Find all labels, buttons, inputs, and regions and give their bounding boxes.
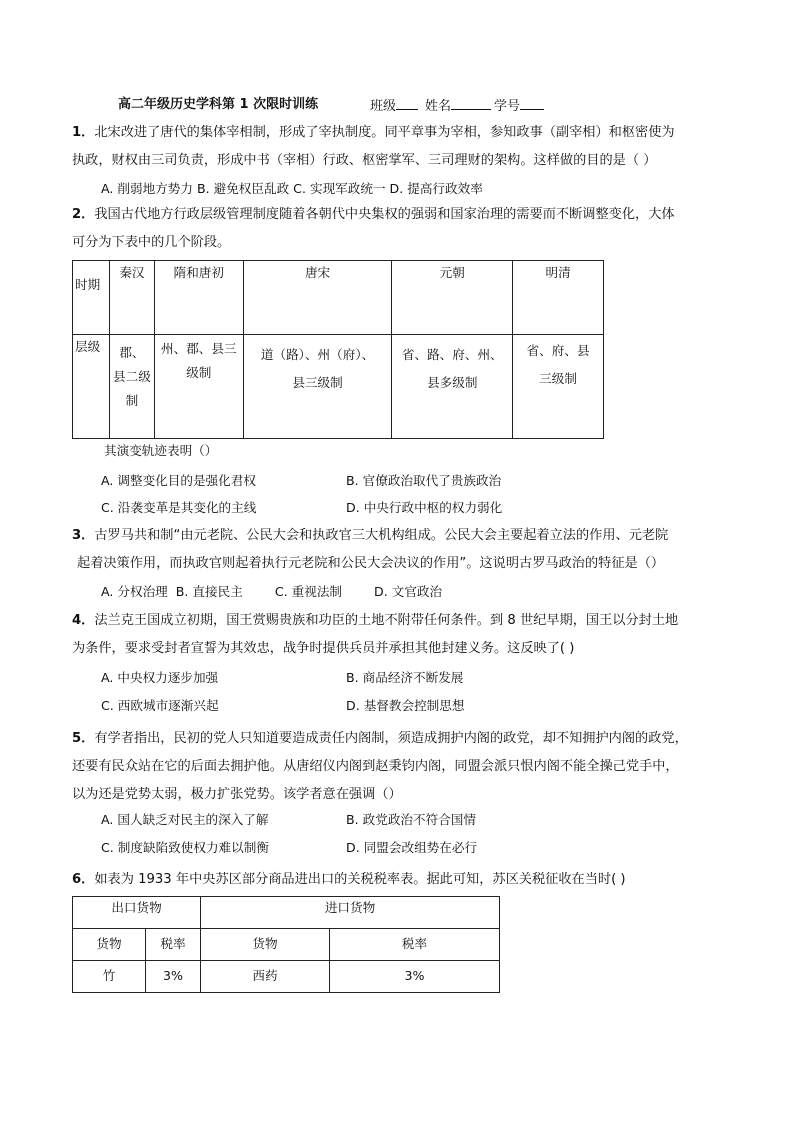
q4-option-b: B. 商品经济不断发展 [346, 670, 464, 685]
q4-option-c: C. 西欧城市逐渐兴起 [101, 698, 219, 713]
q4-option-d: D. 基督教会控制思想 [346, 698, 465, 713]
table-row-label: 层级 [73, 335, 110, 439]
q2-stem-line1: 2．我国古代地方行政层级管理制度随着各朝代中央集权的强弱和国家治理的需要而不断调整变化，大体 [72, 207, 675, 222]
q2-stem-line2: 可分为下表中的几个阶段。 [72, 235, 231, 250]
cell-rate-bamboo: 3% [146, 961, 201, 993]
q3-options: A. 分权治理 B. 直接民主 C. 重视法制 D. 文官政治 [101, 584, 443, 599]
q6-stem-line1: 6．如表为 1933 年中央苏区部分商品进出口的关税税率表。据此可知，苏区关税征收在当时( ) [72, 872, 626, 887]
q1-options: A. 削弱地方势力 B. 避免权臣乱政 C. 实现军政统一 D. 提高行政效率 [101, 181, 483, 196]
cell-rate-medicine: 3% [330, 961, 500, 993]
q2-option-a: A. 调整变化目的是强化君权 [101, 473, 256, 488]
table-header-cell: 明清 [513, 261, 604, 335]
id-label: 学号 [494, 96, 544, 116]
import-header: 进口货物 [201, 897, 500, 929]
q1-stem-line1: 1．北宋改进了唐代的集体宰相制，形成了宰执制度。同平章事为宰相，参知政事（副宰相）和枢密使为 [72, 125, 675, 140]
cell-goods-bamboo: 竹 [73, 961, 146, 993]
table-cell-yuan: 省、路、府、州、 县多级制 [392, 335, 513, 439]
col-rate-import: 税率 [330, 929, 500, 961]
table-header-cell: 元朝 [392, 261, 513, 335]
table-cell-suitang: 州、郡、县三 级制 [154, 335, 243, 439]
q5-option-c: C. 制度缺陷致使权力难以制衡 [101, 840, 269, 855]
q1-stem-line2: 执政，财权由三司负责，形成中书（宰相）行政、枢密掌军、三司理财的架构。这样做的目的是（ ） [72, 153, 657, 168]
table-header-cell: 隋和唐初 [154, 261, 243, 335]
q5-stem-line3: 以为还是党势太弱，极力扩张党势。该学者意在强调（） [72, 787, 402, 802]
table-cell-qinhan: 郡、 县二级 制 [109, 335, 154, 439]
q5-stem-line2: 还要有民众站在它的后面去拥护他。从唐绍仪内阁到赵秉钧内阁，同盟会派只恨内阁不能全操己党手中， [72, 759, 679, 774]
q2-option-d: D. 中央行政中枢的权力弱化 [346, 500, 503, 515]
admin-levels-table [72, 260, 604, 439]
q2-option-b: B. 官僚政治取代了贵族政治 [346, 473, 502, 488]
tariff-table [72, 896, 500, 993]
table-header-cell: 秦汉 [109, 261, 154, 335]
q3-stem-line1: 3．古罗马共和制“由元老院、公民大会和执政官三大机构组成。公民大会主要起着立法的作用、元老院 [72, 528, 669, 543]
col-goods-export: 货物 [73, 929, 146, 961]
q5-option-a: A. 国人缺乏对民主的深入了解 [101, 812, 269, 827]
q4-stem-line2: 为条件，要求受封者宣誓为其效忠，战争时提供兵员并承担其他封建义务。这反映了( ) [72, 641, 575, 656]
cell-goods-medicine: 西药 [201, 961, 330, 993]
col-goods-import: 货物 [201, 929, 330, 961]
q5-stem-line1: 5．有学者指出，民初的党人只知道要造成责任内阁制，须造成拥护内阁的政党，却不知拥护内阁的政党， [72, 731, 688, 746]
table-header-cell: 唐宋 [243, 261, 392, 335]
table-header-cell: 时期 [73, 261, 110, 335]
table-cell-mingqing: 省、府、县 三级制 [513, 335, 604, 439]
col-rate-export: 税率 [146, 929, 201, 961]
q2-followup: 其演变轨迹表明（） [104, 443, 218, 458]
q5-option-d: D. 同盟会改组势在必行 [346, 840, 478, 855]
q4-option-a: A. 中央权力逐步加强 [101, 670, 219, 685]
export-header: 出口货物 [73, 897, 201, 929]
q5-option-b: B. 政党政治不符合国情 [346, 812, 476, 827]
q3-stem-line2: 起着决策作用，而执政官则起着执行元老院和公民大会决议的作用”。这说明古罗马政治的特征是（） [77, 556, 665, 571]
q4-stem-line1: 4．法兰克王国成立初期，国王赏赐贵族和功臣的土地不附带任何条件。到 8 世纪早期，国王以分封土地 [72, 613, 679, 628]
table-cell-tangsong: 道（路）、州（府）、 县三级制 [243, 335, 392, 439]
page-title: 高二年级历史学科第 1 次限时训练 [118, 97, 319, 112]
q2-option-c: C. 沿袭变革是其变化的主线 [101, 500, 257, 515]
name-label: 姓名 [425, 96, 491, 116]
class-label: 班级 [370, 96, 418, 116]
